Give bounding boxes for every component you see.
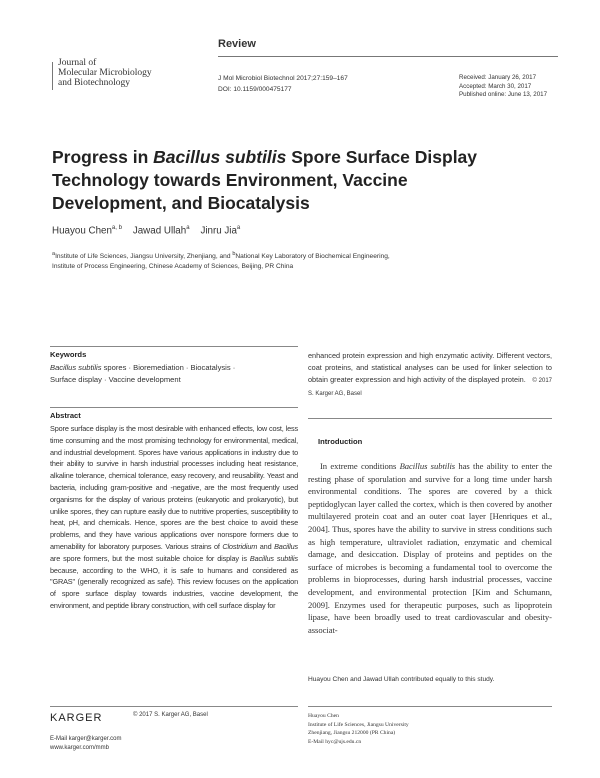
corr-name: Huayou Chen [308, 713, 339, 719]
affil-b: National Key Laboratory of Biochemical Engineering, [235, 253, 390, 261]
intro-italic: Bacillus subtilis [399, 461, 456, 471]
article-title [52, 146, 522, 215]
keywords-rule [50, 346, 298, 347]
author-3: Jinru Jia [200, 225, 237, 237]
publisher-contact [50, 735, 121, 753]
dates-block [459, 74, 547, 100]
contribution-footnote: Huayou Chen and Jawad Ullah contributed equally to this study. [308, 676, 495, 683]
author-1: Huayou Chen [52, 225, 112, 237]
abstract-body [50, 423, 298, 612]
affil-b-mark: b [232, 251, 236, 257]
title-part-2: Spore Surface Display Technology towards Environment, Vaccine Development, and Biocatalysis [52, 147, 478, 213]
abstract-end-rule [308, 418, 552, 419]
doi[interactable]: DOI: 10.1159/000475177 [218, 85, 292, 93]
abstract-rule [50, 407, 298, 408]
section-label: Review [218, 38, 256, 50]
abstract-continued [308, 350, 552, 401]
author-3-affil: a [236, 225, 241, 231]
abstract-text-2: and [257, 541, 275, 551]
intro-text-2: has the ability to enter the resting phase of sporulation and survive for a long time under harsh environmental conditions. The spores are covered by a thick peptidoglycan layer called the cortex, which is then covered by another multilayered protein coat and an outer coat layer [Henriques et al., 2004]. Thus, spores have the ability to survive in stress conditions such as high temperature, ultraviolet radiation, enzymatic and chemical damage, and desiccation. Display of proteins and peptides on the surface of microbes is becoming a fundamental tool to overcome the problems in bioprocesses, during harsh industrial processes, vaccine development, and environmental protection [Kim and Schumann, 2009]. Enzymes used for therapeutic purposes, such as lipoprotein lipase, have been broadly used to treat cardiovascular and obesity-associat- [308, 461, 553, 635]
received-date: Received: January 26, 2017 [459, 74, 537, 81]
abstract-italic-3: Bacillus subtilis [249, 553, 298, 563]
header-rule [218, 56, 558, 57]
footer-rule-left [50, 706, 298, 707]
keywords-line-2: Surface display · Vaccine development [50, 375, 181, 384]
introduction-body [308, 460, 552, 636]
publisher-email[interactable]: E-Mail karger@karger.com [50, 736, 122, 742]
abstract-italic-2: Bacillus [274, 541, 299, 551]
footer-copyright: © 2017 S. Karger AG, Basel [133, 712, 208, 718]
affiliations [52, 249, 552, 272]
affil-a: Institute of Life Sciences, Jiangsu University, Zhenjiang, and [55, 253, 233, 261]
title-part-1: Progress in [52, 147, 154, 167]
abstract-copyright: © 2017 S. Karger AG, Basel [308, 377, 553, 398]
publisher-web[interactable]: www.karger.com/mmb [50, 745, 110, 751]
published-date: Published online: June 13, 2017 [459, 91, 548, 98]
abstract-text-3: are spore formers, but the most suitable choice for display is [50, 553, 250, 563]
journal-logo [58, 58, 152, 88]
abstract-heading: Abstract [50, 411, 81, 420]
keywords-rest: spores · Bioremediation · Biocatalysis · [101, 363, 236, 372]
author-2: Jawad Ullah [132, 225, 187, 237]
abstract-text-1: Spore surface display is the most desirable with enhanced effects, low cost, less time consuming and the most promising technology for environmental, medical, and industrial development. Spores have various applications in industry due to their ability to survive in harsh industrial processes including heat resistance, alkaline tolerance, chemical tolerance, easy recovery, and reusability. Yeast and bacteria, including gram-positive and -negative, are the most frequently used organisms for the display of various proteins (eukaryotic and prokaryotic), but unlike spores, they can rupture easily due to nutritive properties, susceptibility to heat, pH, and chemicals. Hence, spores are the best choice to avoid these problems, and they have various applications over nonspore formers due to amenability for laboratory purposes. Various strains of [50, 424, 298, 551]
correspondence [308, 712, 409, 746]
author-2-affil: a [186, 225, 190, 231]
corr-email[interactable]: E-Mail hyc@ujs.edu.cn [308, 738, 362, 745]
accepted-date: Accepted: March 30, 2017 [459, 82, 532, 90]
abstract-continued-text: enhanced protein expression and high enzymatic activity. Different vectors, coat proteins, and statistical analyses can be used for linker selection to obtain greater expression and high activity of the displayed protein. [308, 351, 552, 384]
keywords-body [50, 362, 298, 386]
title-italic: Bacillus subtilis [153, 147, 287, 167]
abstract-text-4: because, according to the WHO, it is safe to humans and considered as "GRAS" (generally recognized as safe). This review focuses on the application of spore surface display towards industries, vaccine development, the environment, and peptide library construction, with cell surface display for [50, 565, 298, 610]
introduction-heading: Introduction [318, 437, 363, 446]
corr-address: Zhenjiang, Jiangsu 212000 (PR China) [308, 730, 396, 737]
logo-bar [52, 62, 53, 90]
citation: J Mol Microbiol Biotechnol 2017;27:159–167 [218, 75, 348, 82]
intro-text-1: In extreme conditions [320, 461, 400, 471]
corr-institution: Institute of Life Sciences, Jiangsu University [308, 721, 409, 728]
karger-logo: KARGER [50, 712, 103, 724]
keywords-heading: Keywords [50, 350, 87, 359]
footer-rule-right [308, 706, 552, 707]
author-1-affil: a, b [111, 225, 122, 231]
affil-line-2: Institute of Process Engineering, Chinese Academy of Sciences, Beijing, PR China [52, 263, 294, 271]
affil-a-mark: a [52, 251, 56, 257]
citation-block [218, 74, 348, 95]
author-list [52, 225, 240, 236]
journal-line-3: and Biotechnology [58, 78, 131, 88]
journal-line-2: Molecular Microbiology [58, 68, 152, 78]
abstract-italic-1: Clostridium [222, 541, 258, 551]
journal-line-1: Journal of [58, 58, 97, 68]
keyword-italic: Bacillus subtilis [50, 363, 102, 372]
